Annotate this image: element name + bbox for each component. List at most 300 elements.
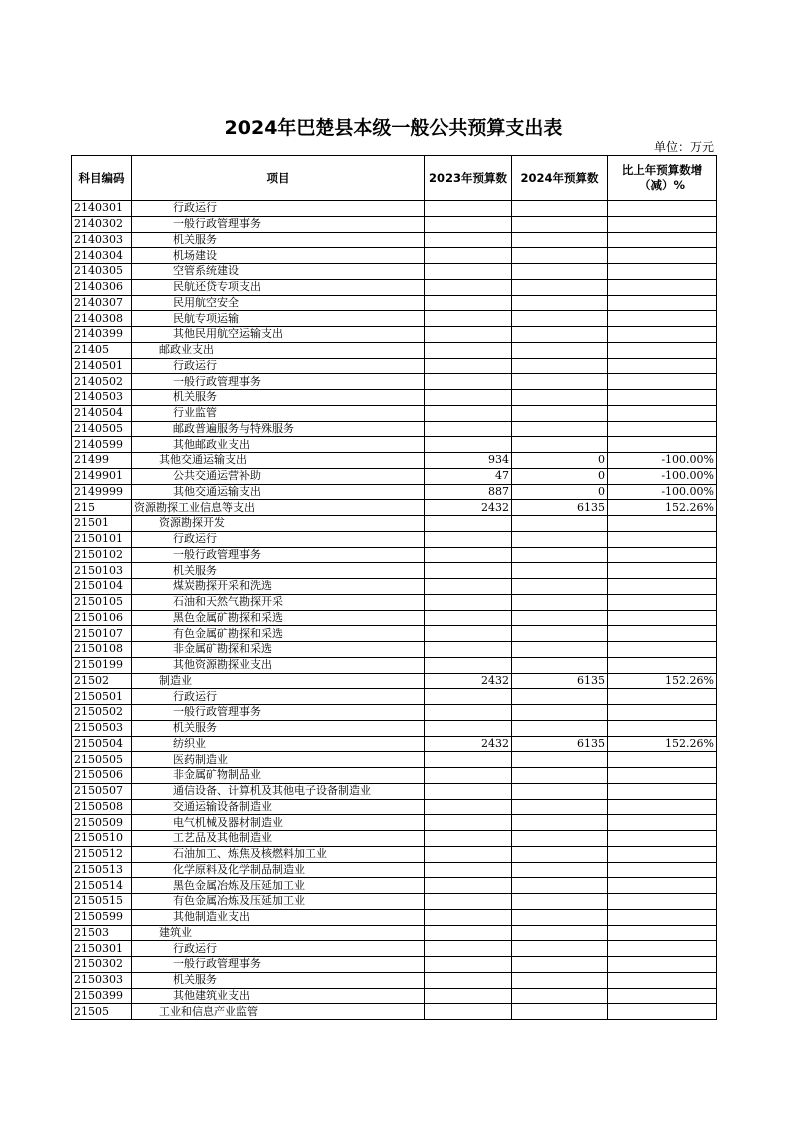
code-cell: 21501	[72, 516, 132, 532]
code-cell: 2140502	[72, 374, 132, 390]
code-cell: 2150515	[72, 894, 132, 910]
budget-2023-cell	[425, 342, 512, 358]
budget-2023-cell	[425, 531, 512, 547]
table-row	[72, 594, 717, 610]
budget-2023-cell: 2432	[425, 736, 512, 752]
budget-2024-cell	[512, 720, 608, 736]
change-percent-cell	[608, 689, 717, 705]
budget-2023-cell	[425, 279, 512, 295]
table-row	[72, 925, 717, 941]
code-cell: 2150302	[72, 957, 132, 973]
change-percent-cell	[608, 594, 717, 610]
code-cell: 2150504	[72, 736, 132, 752]
table-row	[72, 358, 717, 374]
header-2023: 2023年预算数	[425, 156, 512, 201]
table-row	[72, 579, 717, 595]
budget-2024-cell	[512, 878, 608, 894]
budget-2024-cell	[512, 516, 608, 532]
budget-2023-cell: 934	[425, 453, 512, 469]
table-row	[72, 342, 717, 358]
page-title: 2024年巴楚县本级一般公共预算支出表	[224, 117, 563, 139]
name-cell: 石油和天然气勘探开采	[132, 594, 425, 610]
change-percent-cell	[608, 894, 717, 910]
budget-2024-cell	[512, 295, 608, 311]
name-cell: 黑色金属冶炼及压延加工业	[132, 878, 425, 894]
name-cell: 行政运行	[132, 941, 425, 957]
budget-2023-cell	[425, 783, 512, 799]
code-cell: 215	[72, 500, 132, 516]
table-header-row	[72, 156, 717, 201]
code-cell: 2140308	[72, 311, 132, 327]
name-cell: 行业监管	[132, 405, 425, 421]
budget-2023-cell	[425, 799, 512, 815]
name-cell: 机关服务	[132, 232, 425, 248]
code-cell: 2150512	[72, 846, 132, 862]
change-percent-cell	[608, 327, 717, 343]
code-cell: 21503	[72, 925, 132, 941]
budget-2023-cell	[425, 579, 512, 595]
change-percent-cell	[608, 216, 717, 232]
table-row	[72, 500, 717, 516]
budget-2023-cell	[425, 610, 512, 626]
budget-2024-cell	[512, 201, 608, 217]
header-2024: 2024年预算数	[512, 156, 608, 201]
unit-label: 单位：万元	[653, 140, 714, 154]
budget-2023-cell	[425, 831, 512, 847]
header-change: 比上年预算数增（减）%	[608, 156, 717, 201]
change-percent-cell	[608, 547, 717, 563]
budget-2023-cell	[425, 626, 512, 642]
table-row	[72, 862, 717, 878]
table-row	[72, 799, 717, 815]
table-row	[72, 264, 717, 280]
code-cell: 2140505	[72, 421, 132, 437]
code-cell: 2150510	[72, 831, 132, 847]
budget-2023-cell	[425, 547, 512, 563]
table-row	[72, 390, 717, 406]
code-cell: 2140303	[72, 232, 132, 248]
budget-2023-cell	[425, 909, 512, 925]
change-percent-cell	[608, 626, 717, 642]
table-row	[72, 673, 717, 689]
budget-2023-cell	[425, 374, 512, 390]
budget-2023-cell	[425, 1004, 512, 1020]
code-cell: 2150513	[72, 862, 132, 878]
change-percent-cell	[608, 642, 717, 658]
budget-2023-cell	[425, 327, 512, 343]
table-row	[72, 941, 717, 957]
table-row	[72, 815, 717, 831]
change-percent-cell	[608, 421, 717, 437]
change-percent-cell	[608, 705, 717, 721]
change-percent-cell	[608, 610, 717, 626]
budget-2024-cell	[512, 390, 608, 406]
budget-2023-cell	[425, 216, 512, 232]
change-percent-cell	[608, 752, 717, 768]
name-cell: 机关服务	[132, 390, 425, 406]
code-cell: 2150102	[72, 547, 132, 563]
table-row	[72, 909, 717, 925]
name-cell: 其他建筑业支出	[132, 988, 425, 1004]
budget-2024-cell	[512, 579, 608, 595]
budget-2024-cell	[512, 358, 608, 374]
budget-2023-cell	[425, 437, 512, 453]
budget-2023-cell	[425, 815, 512, 831]
table-row	[72, 610, 717, 626]
budget-2024-cell	[512, 831, 608, 847]
budget-2024-cell	[512, 594, 608, 610]
change-percent-cell	[608, 957, 717, 973]
budget-2023-cell	[425, 358, 512, 374]
header-code: 科目编码	[72, 156, 132, 201]
table-row	[72, 295, 717, 311]
name-cell: 石油加工、炼焦及核燃料加工业	[132, 846, 425, 862]
code-cell: 2140399	[72, 327, 132, 343]
change-percent-cell: 152.26%	[608, 673, 717, 689]
change-percent-cell	[608, 862, 717, 878]
name-cell: 其他资源勘探业支出	[132, 657, 425, 673]
change-percent-cell	[608, 374, 717, 390]
budget-2023-cell	[425, 390, 512, 406]
code-cell: 2150502	[72, 705, 132, 721]
table-row	[72, 453, 717, 469]
budget-2023-cell	[425, 768, 512, 784]
name-cell: 空管系统建设	[132, 264, 425, 280]
change-percent-cell	[608, 232, 717, 248]
budget-2024-cell	[512, 279, 608, 295]
change-percent-cell	[608, 1004, 717, 1020]
budget-2023-cell	[425, 894, 512, 910]
name-cell: 工艺品及其他制造业	[132, 831, 425, 847]
code-cell: 2150301	[72, 941, 132, 957]
name-cell: 其他交通运输支出	[132, 484, 425, 500]
change-percent-cell	[608, 248, 717, 264]
table-row	[72, 327, 717, 343]
budget-2024-cell	[512, 894, 608, 910]
budget-2024-cell	[512, 610, 608, 626]
budget-2024-cell	[512, 752, 608, 768]
code-cell: 21505	[72, 1004, 132, 1020]
name-cell: 制造业	[132, 673, 425, 689]
budget-2024-cell: 0	[512, 484, 608, 500]
budget-2023-cell	[425, 878, 512, 894]
code-cell: 2150104	[72, 579, 132, 595]
change-percent-cell	[608, 878, 717, 894]
budget-2023-cell	[425, 248, 512, 264]
name-cell: 民航专项运输	[132, 311, 425, 327]
table-row	[72, 657, 717, 673]
change-percent-cell	[608, 799, 717, 815]
budget-2024-cell	[512, 925, 608, 941]
code-cell: 2150303	[72, 972, 132, 988]
table-row	[72, 768, 717, 784]
code-cell: 2150599	[72, 909, 132, 925]
budget-2023-cell	[425, 925, 512, 941]
budget-2024-cell	[512, 437, 608, 453]
name-cell: 公共交通运营补助	[132, 468, 425, 484]
name-cell: 机关服务	[132, 972, 425, 988]
table-row	[72, 311, 717, 327]
budget-2024-cell	[512, 815, 608, 831]
name-cell: 民用航空安全	[132, 295, 425, 311]
budget-2023-cell	[425, 264, 512, 280]
name-cell: 民航还贷专项支出	[132, 279, 425, 295]
budget-2024-cell	[512, 421, 608, 437]
name-cell: 黑色金属矿勘探和采选	[132, 610, 425, 626]
code-cell: 2140301	[72, 201, 132, 217]
budget-2024-cell	[512, 909, 608, 925]
table-row	[72, 468, 717, 484]
budget-2023-cell	[425, 689, 512, 705]
change-percent-cell	[608, 201, 717, 217]
change-percent-cell: 152.26%	[608, 736, 717, 752]
change-percent-cell	[608, 563, 717, 579]
change-percent-cell	[608, 768, 717, 784]
budget-2023-cell	[425, 563, 512, 579]
change-percent-cell	[608, 311, 717, 327]
budget-2024-cell	[512, 783, 608, 799]
budget-2023-cell	[425, 421, 512, 437]
code-cell: 2140599	[72, 437, 132, 453]
table-row	[72, 783, 717, 799]
code-cell: 2150101	[72, 531, 132, 547]
name-cell: 资源勘探开发	[132, 516, 425, 532]
table-row	[72, 957, 717, 973]
table-row	[72, 216, 717, 232]
change-percent-cell	[608, 941, 717, 957]
table-row	[72, 894, 717, 910]
table-row	[72, 752, 717, 768]
change-percent-cell	[608, 925, 717, 941]
code-cell: 2140305	[72, 264, 132, 280]
code-cell: 2149999	[72, 484, 132, 500]
table-row	[72, 689, 717, 705]
code-cell: 2150103	[72, 563, 132, 579]
table-row	[72, 705, 717, 721]
budget-2023-cell	[425, 705, 512, 721]
table-row	[72, 972, 717, 988]
change-percent-cell	[608, 516, 717, 532]
name-cell: 一般行政管理事务	[132, 705, 425, 721]
budget-2024-cell	[512, 988, 608, 1004]
name-cell: 一般行政管理事务	[132, 374, 425, 390]
budget-2024-cell	[512, 405, 608, 421]
code-cell: 21502	[72, 673, 132, 689]
budget-2024-cell	[512, 342, 608, 358]
budget-2023-cell	[425, 988, 512, 1004]
change-percent-cell	[608, 988, 717, 1004]
name-cell: 资源勘探工业信息等支出	[132, 500, 425, 516]
budget-2023-cell	[425, 642, 512, 658]
budget-table	[71, 155, 717, 1020]
name-cell: 一般行政管理事务	[132, 957, 425, 973]
code-cell: 2140307	[72, 295, 132, 311]
name-cell: 一般行政管理事务	[132, 216, 425, 232]
budget-2024-cell	[512, 941, 608, 957]
change-percent-cell	[608, 342, 717, 358]
table-row	[72, 374, 717, 390]
change-percent-cell	[608, 437, 717, 453]
table-row	[72, 878, 717, 894]
budget-2024-cell	[512, 563, 608, 579]
name-cell: 机关服务	[132, 563, 425, 579]
budget-2024-cell: 0	[512, 453, 608, 469]
budget-2024-cell	[512, 216, 608, 232]
code-cell: 2140306	[72, 279, 132, 295]
table-body	[72, 201, 717, 1020]
budget-2023-cell	[425, 972, 512, 988]
change-percent-cell	[608, 846, 717, 862]
name-cell: 行政运行	[132, 201, 425, 217]
code-cell: 2140504	[72, 405, 132, 421]
name-cell: 其他民用航空运输支出	[132, 327, 425, 343]
code-cell: 2150509	[72, 815, 132, 831]
budget-2024-cell: 6135	[512, 736, 608, 752]
name-cell: 其他制造业支出	[132, 909, 425, 925]
change-percent-cell	[608, 295, 717, 311]
code-cell: 2150506	[72, 768, 132, 784]
code-cell: 2150199	[72, 657, 132, 673]
code-cell: 2150105	[72, 594, 132, 610]
change-percent-cell: -100.00%	[608, 468, 717, 484]
change-percent-cell	[608, 657, 717, 673]
budget-2024-cell	[512, 768, 608, 784]
code-cell: 2150501	[72, 689, 132, 705]
code-cell: 2140501	[72, 358, 132, 374]
name-cell: 电气机械及器材制造业	[132, 815, 425, 831]
budget-2024-cell	[512, 374, 608, 390]
name-cell: 机关服务	[132, 720, 425, 736]
name-cell: 医药制造业	[132, 752, 425, 768]
budget-2023-cell	[425, 201, 512, 217]
table-row	[72, 626, 717, 642]
code-cell: 21499	[72, 453, 132, 469]
change-percent-cell	[608, 783, 717, 799]
change-percent-cell	[608, 972, 717, 988]
budget-2024-cell	[512, 626, 608, 642]
budget-2023-cell	[425, 720, 512, 736]
name-cell: 行政运行	[132, 689, 425, 705]
budget-2024-cell	[512, 1004, 608, 1020]
table-row	[72, 437, 717, 453]
code-cell: 2140302	[72, 216, 132, 232]
name-cell: 行政运行	[132, 531, 425, 547]
budget-2024-cell	[512, 972, 608, 988]
budget-2023-cell	[425, 957, 512, 973]
change-percent-cell	[608, 279, 717, 295]
budget-2024-cell	[512, 248, 608, 264]
change-percent-cell	[608, 909, 717, 925]
change-percent-cell: -100.00%	[608, 453, 717, 469]
budget-2024-cell	[512, 846, 608, 862]
code-cell: 2149901	[72, 468, 132, 484]
table-row	[72, 988, 717, 1004]
table-row	[72, 642, 717, 658]
table-row	[72, 421, 717, 437]
table-row	[72, 736, 717, 752]
header-name: 项目	[132, 156, 425, 201]
name-cell: 有色金属冶炼及压延加工业	[132, 894, 425, 910]
budget-2023-cell: 2432	[425, 500, 512, 516]
name-cell: 邮政普遍服务与特殊服务	[132, 421, 425, 437]
code-cell: 2150514	[72, 878, 132, 894]
code-cell: 2150505	[72, 752, 132, 768]
budget-2023-cell	[425, 405, 512, 421]
change-percent-cell: 152.26%	[608, 500, 717, 516]
budget-2024-cell	[512, 531, 608, 547]
change-percent-cell	[608, 531, 717, 547]
budget-2023-cell	[425, 752, 512, 768]
budget-2024-cell	[512, 957, 608, 973]
budget-2024-cell	[512, 657, 608, 673]
code-cell: 2150508	[72, 799, 132, 815]
budget-2024-cell	[512, 327, 608, 343]
budget-2024-cell	[512, 862, 608, 878]
budget-2024-cell: 0	[512, 468, 608, 484]
budget-2024-cell: 6135	[512, 673, 608, 689]
table-row	[72, 531, 717, 547]
budget-2023-cell: 887	[425, 484, 512, 500]
table-row	[72, 547, 717, 563]
name-cell: 其他邮政业支出	[132, 437, 425, 453]
code-cell: 2140503	[72, 390, 132, 406]
budget-2023-cell	[425, 295, 512, 311]
budget-2024-cell: 6135	[512, 500, 608, 516]
name-cell: 建筑业	[132, 925, 425, 941]
change-percent-cell	[608, 831, 717, 847]
budget-2023-cell	[425, 594, 512, 610]
table-row	[72, 248, 717, 264]
change-percent-cell	[608, 815, 717, 831]
budget-2023-cell	[425, 311, 512, 327]
change-percent-cell	[608, 390, 717, 406]
code-cell: 2150106	[72, 610, 132, 626]
budget-2023-cell	[425, 846, 512, 862]
budget-2024-cell	[512, 642, 608, 658]
name-cell: 其他交通运输支出	[132, 453, 425, 469]
budget-2023-cell	[425, 516, 512, 532]
change-percent-cell: -100.00%	[608, 484, 717, 500]
budget-2024-cell	[512, 311, 608, 327]
code-cell: 21405	[72, 342, 132, 358]
name-cell: 非金属矿物制品业	[132, 768, 425, 784]
table-row	[72, 201, 717, 217]
table-row	[72, 720, 717, 736]
name-cell: 纺织业	[132, 736, 425, 752]
name-cell: 化学原料及化学制品制造业	[132, 862, 425, 878]
name-cell: 非金属矿勘探和采选	[132, 642, 425, 658]
name-cell: 交通运输设备制造业	[132, 799, 425, 815]
table-row	[72, 563, 717, 579]
code-cell: 2150503	[72, 720, 132, 736]
name-cell: 有色金属矿勘探和采选	[132, 626, 425, 642]
table-row	[72, 484, 717, 500]
name-cell: 煤炭勘探开采和洗选	[132, 579, 425, 595]
change-percent-cell	[608, 579, 717, 595]
code-cell: 2150107	[72, 626, 132, 642]
table-row	[72, 516, 717, 532]
code-cell: 2150507	[72, 783, 132, 799]
name-cell: 邮政业支出	[132, 342, 425, 358]
budget-2023-cell: 47	[425, 468, 512, 484]
table-row	[72, 1004, 717, 1020]
table-row	[72, 279, 717, 295]
budget-2023-cell	[425, 941, 512, 957]
change-percent-cell	[608, 358, 717, 374]
name-cell: 工业和信息产业监管	[132, 1004, 425, 1020]
budget-2023-cell	[425, 232, 512, 248]
name-cell: 一般行政管理事务	[132, 547, 425, 563]
